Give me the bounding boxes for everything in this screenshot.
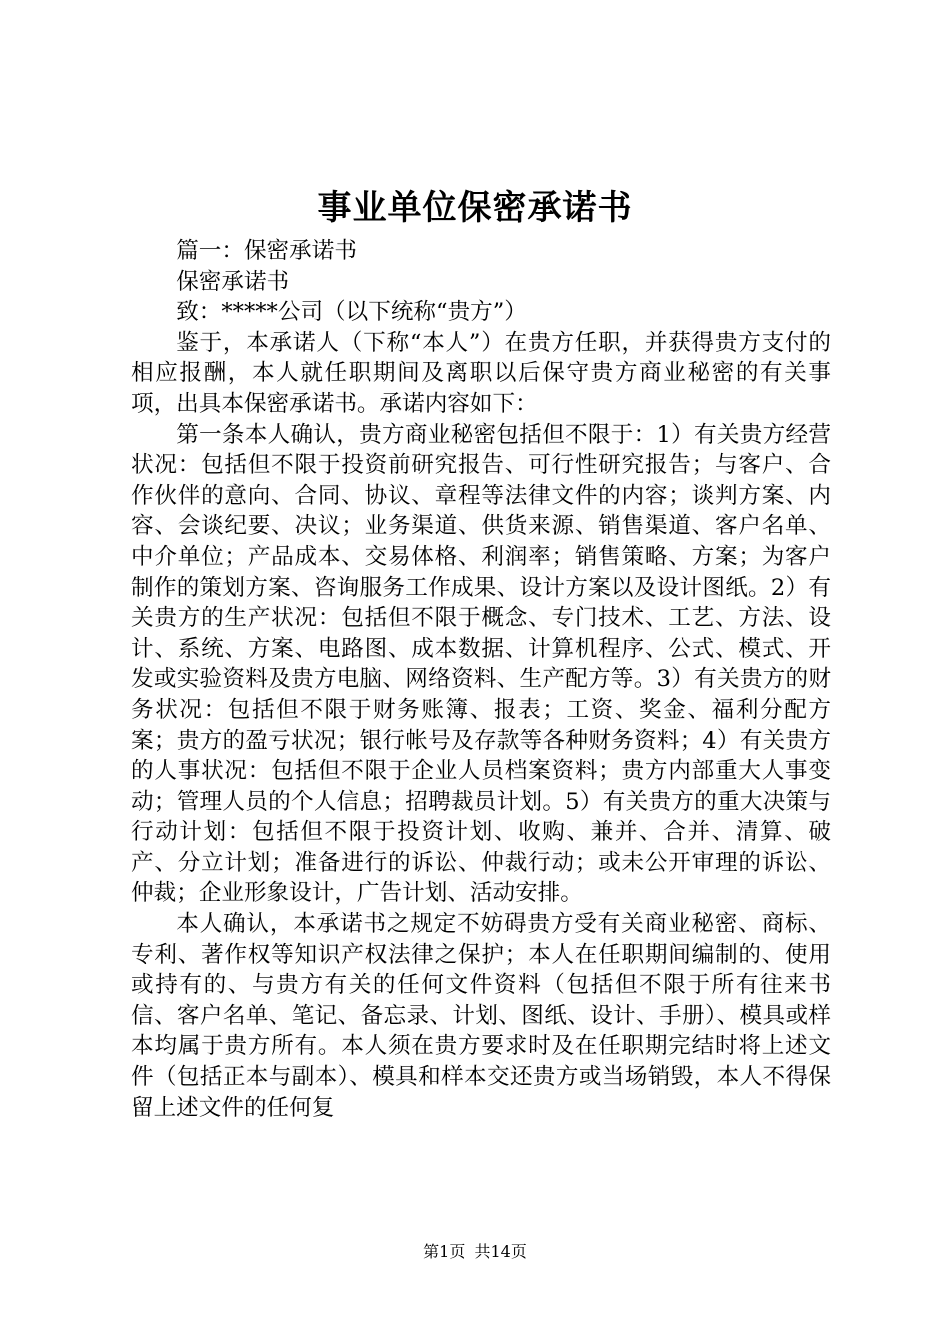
page-number: 第1页 (423, 1242, 466, 1261)
paragraph-confirmation: 本人确认，本承诺书之规定不妨碍贵方受有关商业秘密、商标、专利、著作权等知识产权法律之保护；本人在任职期间编制的、使用或持有的、与贵方有关的任何文件资料（包括但不限于所有往来书信、客户名单、笔记、备忘录、计划、图纸、设计、手册）、模具或样本均属于贵方所有。本人须在贵方要求时及在任职期完结时将上述文件（包括正本与副本）、模具和样本交还贵方或当场销毁，本人不得保留上述文件的任何复 (131, 911, 831, 1121)
paragraph-article-one: 第一条本人确认，贵方商业秘密包括但不限于：1）有关贵方经营状况：包括但不限于投资前研究报告、可行性研究报告；与客户、合作伙伴的意向、合同、协议、章程等法律文件的内容；谈判方案、内容、会谈纪要、决议；业务渠道、供货来源、销售渠道、客户名单、中介单位；产品成本、交易体格、利润率；销售策略、方案；为客户制作的策划方案、咨询服务工作成果、设计方案以及设计图纸。2）有关贵方的生产状况：包括但不限于概念、专门技术、工艺、方法、设计、系统、方案、电路图、成本数据、计算机程序、公式、模式、开发或实验资料及贵方电脑、网络资料、生产配方等。3）有关贵方的财务状况：包括但不限于财务账簿、报表；工资、奖金、福利分配方案；贵方的盈亏状况；银行帐号及存款等各种财务资料；4）有关贵方的人事状况：包括但不限于企业人员档案资料；贵方内部重大人事变动；管理人员的个人信息；招聘裁员计划。5）有关贵方的重大决策与行动计划：包括但不限于投资计划、收购、兼并、合并、清算、破产、分立计划；准备进行的诉讼、仲裁行动；或未公开审理的诉讼、仲裁；企业形象设计，广告计划、活动安排。 (131, 421, 831, 907)
page-total: 共14页 (474, 1242, 527, 1261)
document-title: 事业单位保密承诺书 (317, 188, 633, 228)
paragraph-addressee: 致：*****公司（以下统称“贵方”） (176, 299, 527, 326)
paragraph-subtitle: 保密承诺书 (176, 268, 290, 295)
page-footer (0, 1240, 950, 1264)
paragraph-section-heading: 篇一：保密承诺书 (176, 238, 357, 264)
document-body (131, 236, 831, 1123)
paragraph-preamble: 鉴于，本承诺人（下称“本人”）在贵方任职，并获得贵方支付的相应报酬，本人就任职期间及离职以后保守贵方商业秘密的有关事项，出具本保密承诺书。承诺内容如下： (131, 329, 831, 417)
